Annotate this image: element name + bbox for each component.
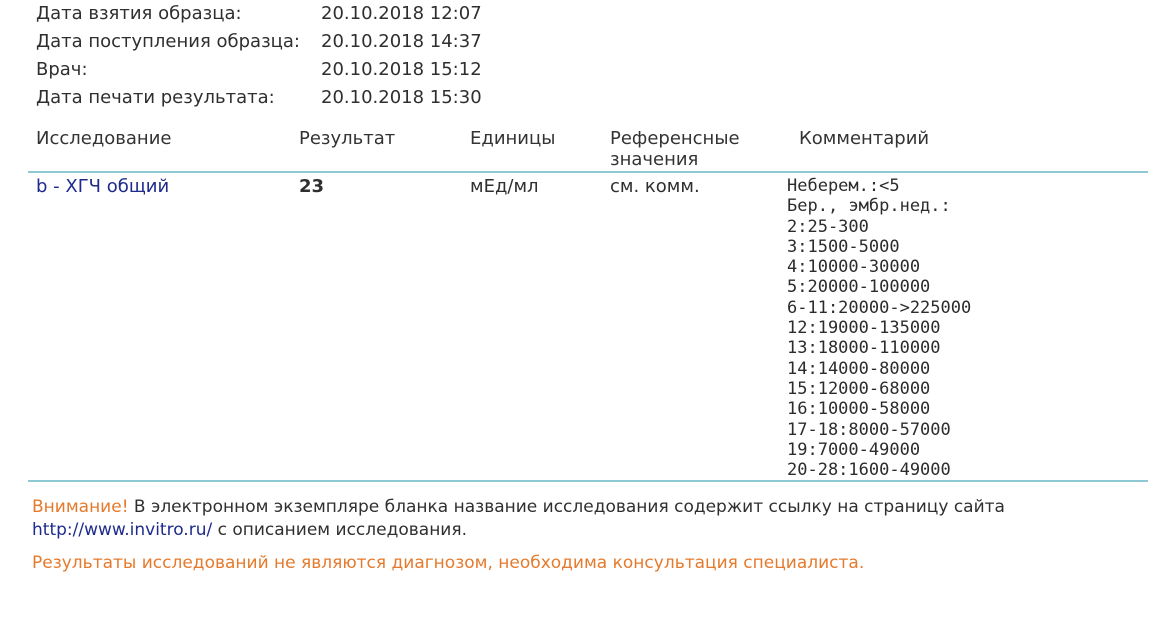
disclaimer-text: Результаты исследований не являются диагнозом, необходима консультация специалиста. [32,553,865,573]
comment-line: 20-28:1600-49000 [787,460,951,481]
sample-date-value: 20.10.2018 12:07 [321,3,482,24]
comment-line: 13:18000-110000 [787,338,941,359]
sample-date-label: Дата взятия образца: [36,3,242,24]
comment-line: 17-18:8000-57000 [787,419,951,440]
print-date-label: Дата печати результата: [36,87,275,108]
comment-list [787,176,971,480]
comment-line: 3:1500-5000 [787,236,900,257]
notice-text-part2: с описанием исследования. [212,520,467,540]
comment-line: Бер., эмбр.нед.: [787,196,951,217]
comment-line: 16:10000-58000 [787,399,931,420]
row-divider [28,480,1148,482]
reference-value: см. комм. [610,176,700,197]
notice-text [32,496,1132,542]
comment-line: 19:7000-49000 [787,439,921,460]
comment-line: 6-11:20000->225000 [787,297,972,318]
header-units: Единицы [470,128,556,149]
header-result: Результат [299,128,396,149]
comment-line: 15:12000-68000 [787,378,931,399]
study-name-link[interactable]: b - ХГЧ общий [36,176,170,197]
doctor-label: Врач: [36,59,88,80]
notice-warning-word: Внимание! [32,497,129,517]
header-reference-line1: Референсные [610,128,740,149]
comment-line: 5:20000-100000 [787,277,931,298]
result-value: 23 [299,176,325,197]
comment-line: 14:14000-80000 [787,358,931,379]
print-date-value: 20.10.2018 15:30 [321,87,482,108]
comment-line: 12:19000-135000 [787,318,941,339]
header-reference-line2: значения [610,149,699,170]
receipt-date-value: 20.10.2018 14:37 [321,31,482,52]
comment-line: Неберем.:<5 [787,176,900,196]
doctor-value: 20.10.2018 15:12 [321,59,482,80]
header-study: Исследование [36,128,172,149]
notice-text-part1: В электронном экземпляре бланка название исследования содержит ссылку на страницу сайта [128,497,1005,517]
comment-line: 4:10000-30000 [787,257,921,278]
header-comment: Комментарий [799,128,930,149]
units-value: мЕд/мл [470,176,539,197]
invitro-link[interactable]: http://www.invitro.ru/ [32,520,213,540]
comment-line: 2:25-300 [787,216,869,237]
receipt-date-label: Дата поступления образца: [36,31,300,52]
header-reference [610,128,740,170]
header-divider [28,171,1148,173]
